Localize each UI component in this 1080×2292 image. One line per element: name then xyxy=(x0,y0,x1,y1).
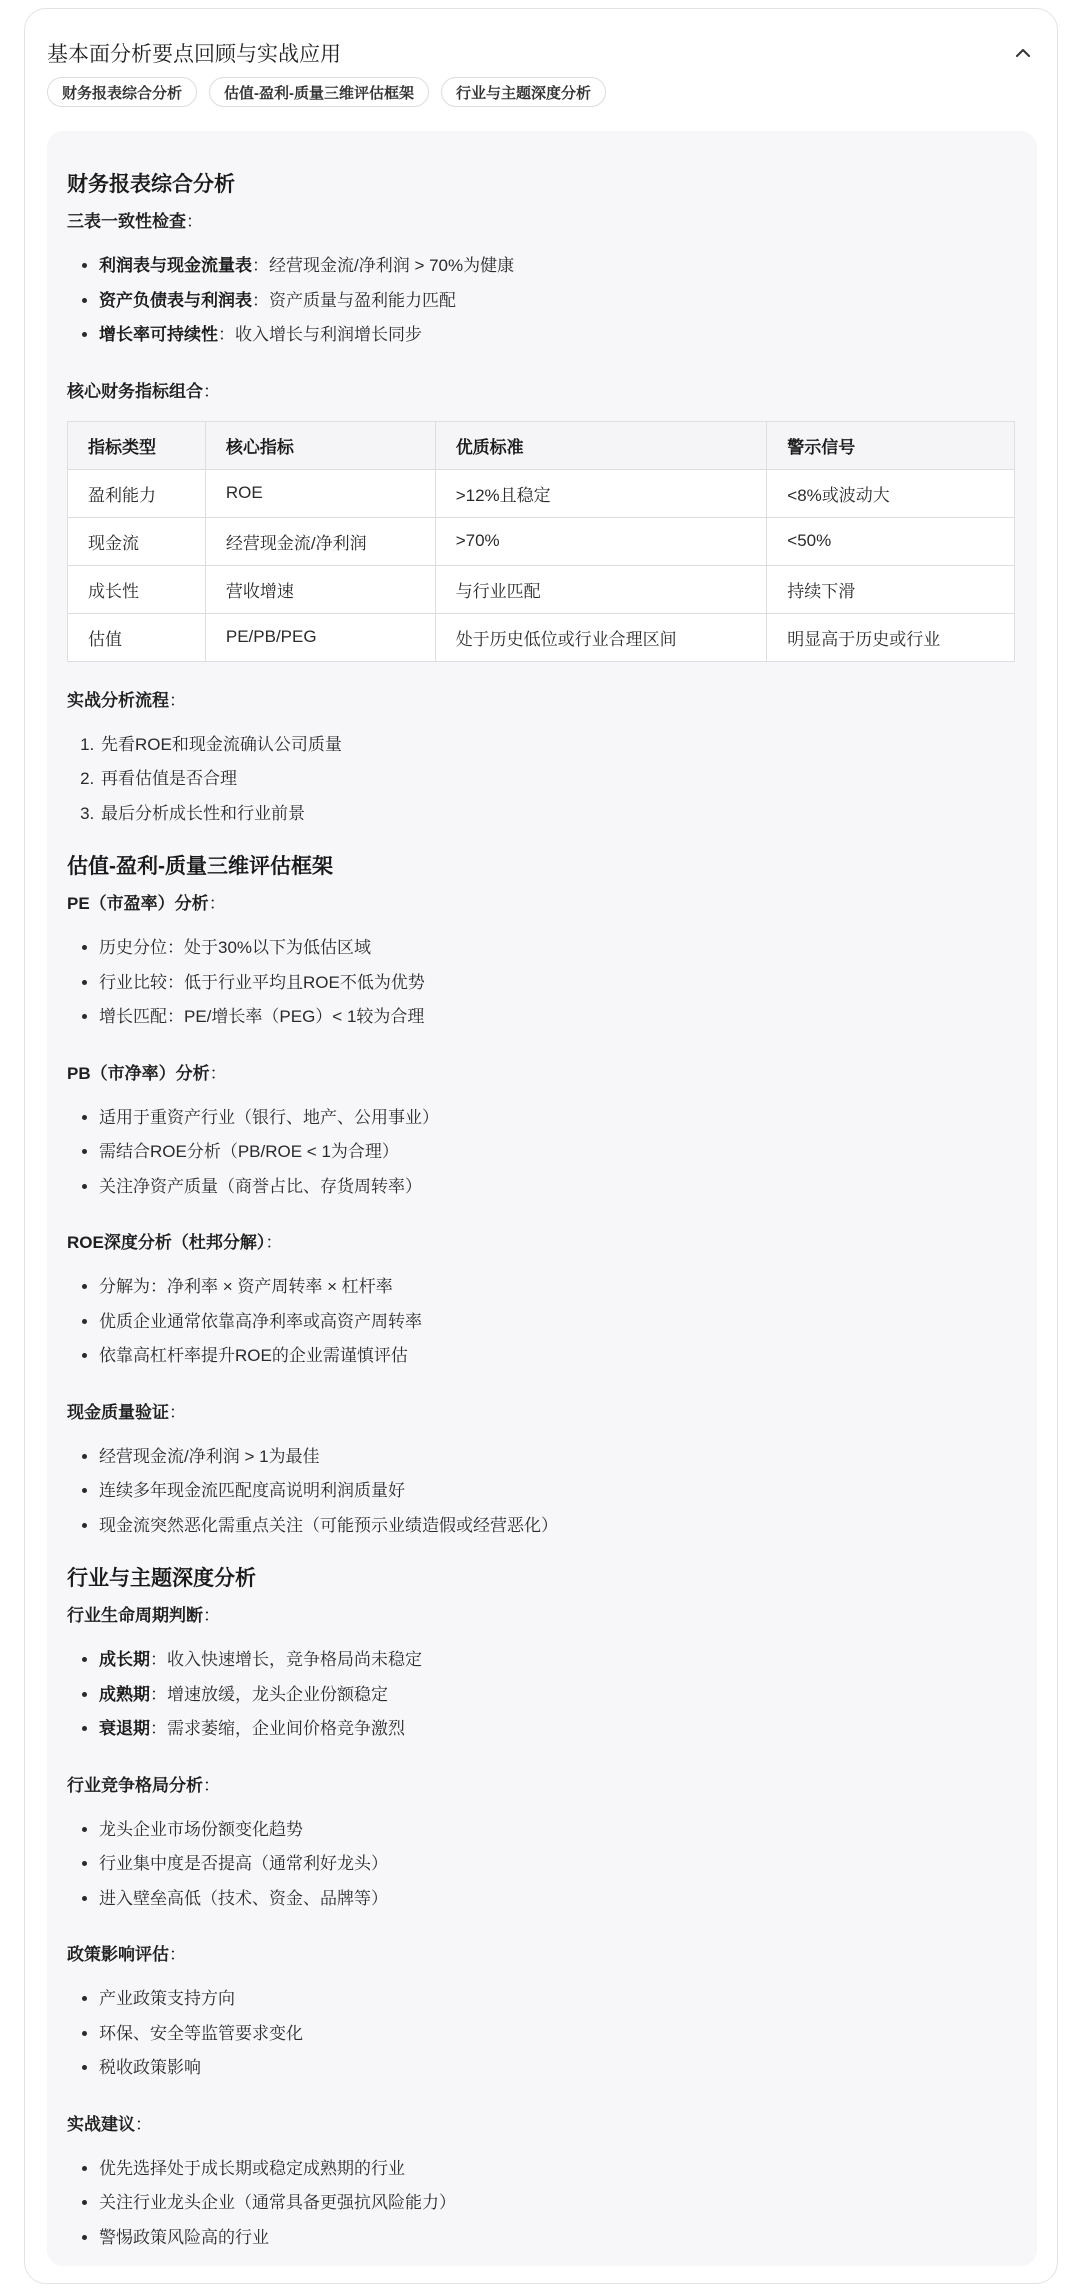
table-cell: 营收增速 xyxy=(205,565,435,613)
table-cell: <50% xyxy=(767,517,1015,565)
list-item: • 增长率可持续性：收入增长与利润增长同步 xyxy=(99,318,1017,353)
table-header: 指标类型 xyxy=(68,421,206,469)
list-item: • 资产负债表与利润表：资产质量与盈利能力匹配 xyxy=(99,284,1017,319)
table-cell: 经营现金流/净利润 xyxy=(205,517,435,565)
list-item: • 行业集中度是否提高（通常利好龙头） xyxy=(99,1847,1017,1882)
list-roe xyxy=(67,1270,1017,1374)
chevron-up-icon[interactable] xyxy=(1011,41,1035,65)
list-pe xyxy=(67,931,1017,1035)
table-cell: ROE xyxy=(205,469,435,517)
list-item: • 利润表与现金流量表：经营现金流/净利润 > 70%为健康 xyxy=(99,249,1017,284)
list-item: • 优质企业通常依靠高净利率或高资产周转率 xyxy=(99,1305,1017,1340)
list-item: • 衰退期：需求萎缩，企业间价格竞争激烈 xyxy=(99,1712,1017,1747)
list-advice xyxy=(67,2152,1017,2256)
table-row xyxy=(68,613,1015,661)
list-competition xyxy=(67,1813,1017,1917)
lead-roe: ROE深度分析（杜邦分解）： xyxy=(67,1233,283,1252)
table-cell: 持续下滑 xyxy=(767,565,1015,613)
list-item: • 行业比较：低于行业平均且ROE不低为优势 xyxy=(99,966,1017,1001)
lead-three-statements: 三表一致性检查： xyxy=(67,212,203,231)
table-cell: 处于历史低位或行业合理区间 xyxy=(435,613,767,661)
section-title-financial: 财务报表综合分析 xyxy=(67,173,235,196)
list-item: • 环保、安全等监管要求变化 xyxy=(99,2017,1017,2052)
list-item: • 关注净资产质量（商誉占比、存货周转率） xyxy=(99,1170,1017,1205)
table-cell: 盈利能力 xyxy=(68,469,206,517)
list-item: • 依靠高杠杆率提升ROE的企业需谨慎评估 xyxy=(99,1339,1017,1374)
list-item: • 产业政策支持方向 xyxy=(99,1982,1017,2017)
list-item: • 分解为：净利率 × 资产周转率 × 杠杆率 xyxy=(99,1270,1017,1305)
content-panel xyxy=(47,131,1037,2266)
lead-pb: PB（市净率）分析： xyxy=(67,1063,227,1083)
lead-analysis-process: 实战分析流程： xyxy=(67,690,186,710)
list-item: • 现金流突然恶化需重点关注（可能预示业绩造假或经营恶化） xyxy=(99,1509,1017,1544)
core-metrics-table xyxy=(67,421,1015,662)
list-item: • 成长期：收入快速增长，竞争格局尚未稳定 xyxy=(99,1643,1017,1678)
table-row xyxy=(68,517,1015,565)
lead-policy: 政策影响评估： xyxy=(67,1945,186,1964)
list-item: • 进入壁垒高低（技术、资金、品牌等） xyxy=(99,1882,1017,1917)
table-header: 警示信号 xyxy=(767,421,1015,469)
list-item: 1. 先看ROE和现金流确认公司质量 xyxy=(99,728,1017,763)
table-cell: >12%且稳定 xyxy=(435,469,767,517)
section-title-industry: 行业与主题深度分析 xyxy=(67,1567,256,1590)
lead-cash-quality: 现金质量验证： xyxy=(67,1402,186,1422)
table-cell: 明显高于历史或行业 xyxy=(767,613,1015,661)
list-item: • 经营现金流/净利润 > 1为最佳 xyxy=(99,1440,1017,1475)
table-cell: 与行业匹配 xyxy=(435,565,767,613)
lead-pe: PE（市盈率）分析： xyxy=(67,894,226,913)
lead-lifecycle: 行业生命周期判断： xyxy=(67,1606,220,1625)
list-item: • 警惕政策风险高的行业 xyxy=(99,2221,1017,2256)
list-lifecycle xyxy=(67,1643,1017,1747)
list-item: • 增长匹配：PE/增长率（PEG）< 1较为合理 xyxy=(99,1000,1017,1035)
section-title-valuation: 估值-盈利-质量三维评估框架 xyxy=(67,855,333,878)
list-pb xyxy=(67,1101,1017,1205)
tag-industry-analysis[interactable]: 行业与主题深度分析 xyxy=(441,77,606,107)
list-item: • 需结合ROE分析（PB/ROE < 1为合理） xyxy=(99,1135,1017,1170)
list-item: • 连续多年现金流匹配度高说明利润质量好 xyxy=(99,1474,1017,1509)
list-item: • 龙头企业市场份额变化趋势 xyxy=(99,1813,1017,1848)
list-item: 2. 再看估值是否合理 xyxy=(99,762,1017,797)
table-cell: 成长性 xyxy=(68,565,206,613)
list-item: • 税收政策影响 xyxy=(99,2051,1017,2086)
tag-valuation-framework[interactable]: 估值-盈利-质量三维评估框架 xyxy=(209,77,429,107)
table-cell: <8%或波动大 xyxy=(767,469,1015,517)
list-item: • 历史分位：处于30%以下为低估区域 xyxy=(99,931,1017,966)
lead-core-metrics: 核心财务指标组合： xyxy=(67,381,220,401)
list-item: • 关注行业龙头企业（通常具备更强抗风险能力） xyxy=(99,2186,1017,2221)
table-row xyxy=(68,565,1015,613)
list-item: 3. 最后分析成长性和行业前景 xyxy=(99,797,1017,832)
table-cell: 估值 xyxy=(68,613,206,661)
summary-card xyxy=(24,8,1058,2284)
table-cell: >70% xyxy=(435,517,767,565)
list-item: • 成熟期：增速放缓，龙头企业份额稳定 xyxy=(99,1678,1017,1713)
table-row xyxy=(68,469,1015,517)
list-three-statements xyxy=(67,249,1017,353)
list-analysis-steps xyxy=(67,728,1017,832)
table-cell: 现金流 xyxy=(68,517,206,565)
list-policy xyxy=(67,1982,1017,2086)
tag-financial-statements[interactable]: 财务报表综合分析 xyxy=(47,77,197,107)
lead-advice: 实战建议： xyxy=(67,2114,152,2134)
table-header-row xyxy=(68,421,1015,469)
card-title: 基本面分析要点回顾与实战应用 xyxy=(47,43,341,66)
list-item: • 适用于重资产行业（银行、地产、公用事业） xyxy=(99,1101,1017,1136)
card-header[interactable] xyxy=(47,31,1035,75)
table-header: 优质标准 xyxy=(435,421,767,469)
table-cell: PE/PB/PEG xyxy=(205,613,435,661)
list-cash-quality xyxy=(67,1440,1017,1544)
list-item: • 优先选择处于成长期或稳定成熟期的行业 xyxy=(99,2152,1017,2187)
section-tags xyxy=(47,77,606,107)
lead-competition: 行业竞争格局分析： xyxy=(67,1775,220,1795)
table-header: 核心指标 xyxy=(205,421,435,469)
